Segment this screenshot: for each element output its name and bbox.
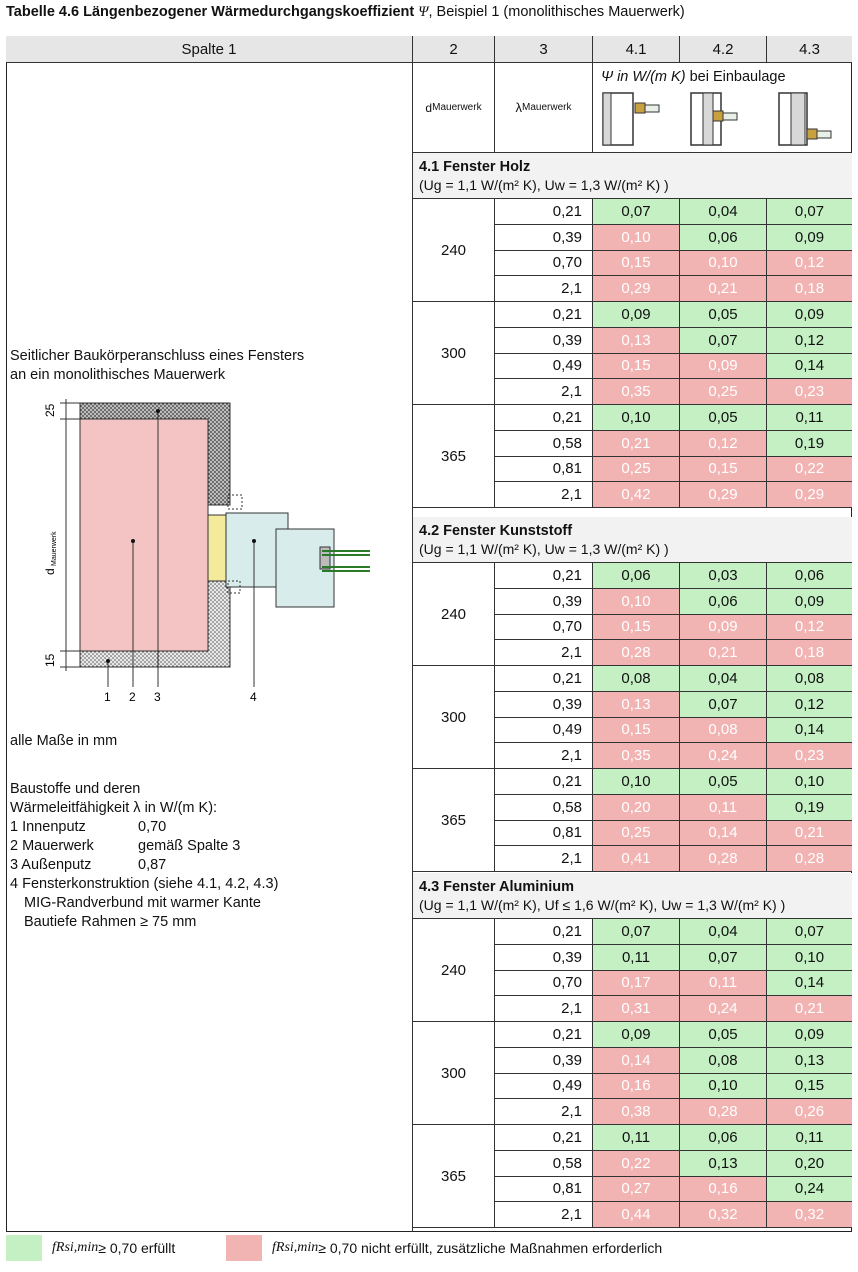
psi-value-cell: 0,08: [680, 1048, 767, 1074]
lambda-cell: 0,39: [495, 589, 593, 615]
title-symbol: Ψ: [418, 4, 429, 20]
table-title: [6, 4, 685, 21]
psi-label: [601, 69, 786, 85]
section-header: [413, 517, 852, 563]
material-2: [10, 837, 278, 856]
d-cell: 300: [413, 666, 495, 769]
psi-value-cell: 0,28: [593, 640, 680, 666]
caption-line-2: an ein monolithisches Mauerwerk: [10, 367, 226, 383]
subheader-lambda-sub: Mauerwerk: [522, 102, 572, 113]
material-1-val: 0,70: [138, 819, 167, 835]
subheader-psi: [593, 63, 852, 153]
psi-value-cell: 0,09: [680, 615, 767, 641]
d-cell: 365: [413, 1125, 495, 1228]
psi-value-cell: 0,08: [593, 666, 680, 692]
psi-value-cell: 0,13: [593, 328, 680, 354]
psi-value-cell: 0,09: [767, 302, 852, 328]
psi-value-cell: 0,07: [680, 328, 767, 354]
psi-value-cell: 0,14: [767, 971, 852, 997]
psi-value-cell: 0,13: [680, 1151, 767, 1177]
section-title: 4.1 Fenster Holz: [419, 159, 531, 175]
lambda-cell: 0,49: [495, 718, 593, 744]
section-subtitle: (Ug = 1,1 W/(m² K), Uw = 1,3 W/(m² K) ): [419, 177, 669, 193]
psi-value-cell: 0,18: [767, 640, 852, 666]
psi-value-cell: 0,11: [593, 1125, 680, 1151]
section-subtitle: (Ug = 1,1 W/(m² K), Uf ≤ 1,6 W/(m² K), Uw = 1,3 W/(m² K) ): [419, 897, 786, 913]
psi-value-cell: 0,04: [680, 199, 767, 225]
dim-top: 25: [43, 403, 57, 417]
lambda-cell: 0,21: [495, 563, 593, 589]
d-cell: 240: [413, 919, 495, 1022]
psi-value-cell: 0,25: [680, 379, 767, 405]
lambda-cell: 0,21: [495, 666, 593, 692]
psi-value-cell: 0,10: [680, 1074, 767, 1100]
lambda-cell: 0,39: [495, 692, 593, 718]
psi-value-cell: 0,29: [767, 482, 852, 508]
psi-value-cell: 0,25: [593, 457, 680, 483]
psi-value-cell: 0,04: [680, 919, 767, 945]
lambda-cell: 2,1: [495, 482, 593, 508]
psi-value-cell: 0,07: [680, 945, 767, 971]
legend-bad: [226, 1234, 662, 1262]
psi-value-cell: 0,28: [680, 846, 767, 872]
title-prefix: Tabelle 4.6 Längenbezogener Wärmedurchgangskoeffizient: [6, 4, 419, 20]
psi-value-cell: 0,10: [593, 405, 680, 431]
material-4-line-2: MIG-Randverbund mit warmer Kante: [24, 895, 261, 911]
psi-value-cell: 0,28: [767, 846, 852, 872]
psi-value-cell: 0,12: [767, 615, 852, 641]
psi-value-cell: 0,14: [767, 354, 852, 380]
dim-label-sub: Mauerwerk: [51, 531, 58, 566]
psi-value-cell: 0,12: [767, 328, 852, 354]
lambda-cell: 2,1: [495, 379, 593, 405]
psi-value-cell: 0,24: [680, 996, 767, 1022]
psi-value-cell: 0,08: [680, 718, 767, 744]
lambda-cell: 2,1: [495, 996, 593, 1022]
psi-value-cell: 0,22: [593, 1151, 680, 1177]
subheader-d-symbol: d: [425, 100, 433, 115]
lambda-cell: 0,70: [495, 615, 593, 641]
psi-value-cell: 0,42: [593, 482, 680, 508]
psi-label-rest: bei Einbaulage: [685, 69, 786, 85]
psi-value-cell: 0,29: [680, 482, 767, 508]
psi-value-cell: 0,23: [767, 743, 852, 769]
psi-value-cell: 0,14: [593, 1048, 680, 1074]
psi-value-cell: 0,19: [767, 795, 852, 821]
lambda-cell: 0,70: [495, 251, 593, 277]
psi-value-cell: 0,13: [767, 1048, 852, 1074]
psi-value-cell: 0,21: [593, 431, 680, 457]
material-3-name: 3 Außenputz: [10, 857, 92, 873]
legend-bad-swatch: [226, 1235, 262, 1261]
psi-value-cell: 0,15: [767, 1074, 852, 1100]
psi-value-cell: 0,05: [680, 302, 767, 328]
lambda-cell: 2,1: [495, 276, 593, 302]
psi-value-cell: 0,24: [767, 1177, 852, 1203]
psi-value-cell: 0,15: [593, 615, 680, 641]
psi-value-cell: 0,06: [680, 589, 767, 615]
psi-value-cell: 0,20: [767, 1151, 852, 1177]
psi-value-cell: 0,05: [680, 405, 767, 431]
d-cell: 300: [413, 302, 495, 405]
lambda-cell: 0,58: [495, 431, 593, 457]
psi-value-cell: 0,20: [593, 795, 680, 821]
d-cell: 365: [413, 405, 495, 508]
material-4-line-3: Bautiefe Rahmen ≥ 75 mm: [24, 914, 197, 930]
lambda-cell: 0,39: [495, 225, 593, 251]
einbaulage-icon-41: [603, 93, 659, 145]
psi-value-cell: 0,07: [593, 199, 680, 225]
psi-value-cell: 0,11: [767, 405, 852, 431]
section-title: 4.2 Fenster Kunststoff: [419, 523, 573, 539]
material-3: [10, 856, 278, 875]
dim-label: d: [43, 568, 57, 575]
lambda-cell: 2,1: [495, 1099, 593, 1125]
psi-value-cell: 0,32: [767, 1202, 852, 1228]
materials-title-2: Wärmeleitfähigkeit λ in W/(m K):: [10, 800, 218, 816]
psi-value-cell: 0,44: [593, 1202, 680, 1228]
legend-bad-symbol: fRsi,min: [272, 1240, 319, 1255]
psi-value-cell: 0,09: [680, 354, 767, 380]
psi-value-cell: 0,21: [680, 640, 767, 666]
marker-1: 1: [104, 690, 111, 704]
psi-value-cell: 0,31: [593, 996, 680, 1022]
lambda-cell: 0,58: [495, 795, 593, 821]
psi-value-cell: 0,21: [767, 996, 852, 1022]
subheader-lambda-symbol: λ: [515, 100, 523, 115]
units-note: alle Maße in mm: [10, 733, 118, 749]
mauerwerk-shape: [80, 419, 208, 651]
caption-line-1: Seitlicher Baukörperanschluss eines Fensters: [10, 348, 305, 364]
psi-label-italic: Ψ in W/(m K): [601, 69, 686, 85]
material-4-line-1: 4 Fensterkonstruktion (siehe 4.1, 4.2, 4.3): [10, 876, 279, 892]
psi-value-cell: 0,09: [593, 302, 680, 328]
lambda-cell: 0,81: [495, 821, 593, 847]
lambda-cell: 0,58: [495, 1151, 593, 1177]
psi-value-cell: 0,26: [767, 1099, 852, 1125]
psi-value-cell: 0,07: [767, 199, 852, 225]
psi-value-cell: 0,11: [680, 971, 767, 997]
psi-value-cell: 0,05: [680, 1022, 767, 1048]
psi-value-cell: 0,09: [767, 1022, 852, 1048]
col-header-41: 4.1: [593, 36, 680, 63]
legend-ok-text: ≥ 0,70 erfüllt: [98, 1240, 176, 1256]
psi-value-cell: 0,10: [767, 945, 852, 971]
lambda-cell: 0,21: [495, 1022, 593, 1048]
psi-value-cell: 0,25: [593, 821, 680, 847]
psi-value-cell: 0,24: [680, 743, 767, 769]
psi-value-cell: 0,16: [680, 1177, 767, 1203]
psi-value-cell: 0,35: [593, 379, 680, 405]
psi-value-cell: 0,14: [767, 718, 852, 744]
legend-ok-symbol: fRsi,min: [52, 1240, 99, 1255]
psi-value-cell: 0,09: [767, 589, 852, 615]
psi-value-cell: 0,12: [767, 692, 852, 718]
material-3-val: 0,87: [138, 857, 167, 873]
psi-value-cell: 0,15: [680, 457, 767, 483]
lambda-cell: 0,21: [495, 302, 593, 328]
subheader-d: [413, 63, 495, 153]
col-header-1: Spalte 1: [6, 36, 413, 63]
left-caption: [10, 347, 304, 385]
title-suffix: , Beispiel 1 (monolithisches Mauerwerk): [428, 4, 685, 20]
psi-value-cell: 0,22: [767, 457, 852, 483]
psi-value-cell: 0,06: [680, 225, 767, 251]
lambda-cell: 0,21: [495, 199, 593, 225]
psi-value-cell: 0,15: [593, 354, 680, 380]
psi-value-cell: 0,07: [767, 919, 852, 945]
lambda-cell: 0,39: [495, 1048, 593, 1074]
section-drawing: [30, 395, 370, 715]
section-header: [413, 873, 852, 919]
psi-value-cell: 0,06: [680, 1125, 767, 1151]
psi-value-cell: 0,10: [680, 251, 767, 277]
psi-value-cell: 0,10: [593, 589, 680, 615]
psi-value-cell: 0,10: [767, 769, 852, 795]
legend-ok: [6, 1234, 175, 1262]
psi-value-cell: 0,11: [767, 1125, 852, 1151]
psi-value-cell: 0,11: [593, 945, 680, 971]
material-2-val: gemäß Spalte 3: [138, 838, 241, 854]
marker-4: 4: [250, 690, 257, 704]
psi-value-cell: 0,06: [593, 563, 680, 589]
psi-value-cell: 0,17: [593, 971, 680, 997]
material-1-name: 1 Innenputz: [10, 819, 86, 835]
marker-3: 3: [154, 690, 161, 704]
psi-value-cell: 0,10: [593, 769, 680, 795]
lambda-cell: 0,81: [495, 457, 593, 483]
subheader-d-sub: Mauerwerk: [432, 102, 482, 113]
psi-value-cell: 0,08: [767, 666, 852, 692]
d-cell: 365: [413, 769, 495, 872]
d-cell: 240: [413, 199, 495, 302]
psi-value-cell: 0,04: [680, 666, 767, 692]
psi-value-cell: 0,41: [593, 846, 680, 872]
col-header-43: 4.3: [767, 36, 852, 63]
lambda-cell: 0,21: [495, 405, 593, 431]
material-2-name: 2 Mauerwerk: [10, 838, 94, 854]
lambda-cell: 2,1: [495, 1202, 593, 1228]
fugen-shape: [208, 515, 226, 581]
psi-value-cell: 0,23: [767, 379, 852, 405]
psi-value-cell: 0,38: [593, 1099, 680, 1125]
psi-value-cell: 0,21: [680, 276, 767, 302]
psi-value-cell: 0,07: [680, 692, 767, 718]
section-title: 4.3 Fenster Aluminium: [419, 879, 574, 895]
lambda-cell: 2,1: [495, 640, 593, 666]
psi-value-cell: 0,09: [593, 1022, 680, 1048]
psi-value-cell: 0,21: [767, 821, 852, 847]
psi-value-cell: 0,32: [680, 1202, 767, 1228]
subheader-lambda: [495, 63, 593, 153]
psi-value-cell: 0,14: [680, 821, 767, 847]
col-header-42: 4.2: [680, 36, 767, 63]
psi-value-cell: 0,11: [680, 795, 767, 821]
psi-value-cell: 0,35: [593, 743, 680, 769]
psi-value-cell: 0,15: [593, 251, 680, 277]
dim-bottom: 15: [43, 653, 57, 667]
section-subtitle: (Ug = 1,1 W/(m² K), Uw = 1,3 W/(m² K) ): [419, 541, 669, 557]
materials-title-1: Baustoffe und deren: [10, 781, 141, 797]
lambda-cell: 2,1: [495, 743, 593, 769]
psi-value-cell: 0,13: [593, 692, 680, 718]
psi-value-cell: 0,09: [767, 225, 852, 251]
marker-2: 2: [129, 690, 136, 704]
lambda-cell: 0,39: [495, 945, 593, 971]
psi-value-cell: 0,10: [593, 225, 680, 251]
psi-value-cell: 0,15: [593, 718, 680, 744]
d-cell: 240: [413, 563, 495, 666]
materials-block: [10, 780, 278, 932]
psi-value-cell: 0,06: [767, 563, 852, 589]
psi-value-cell: 0,29: [593, 276, 680, 302]
legend-ok-swatch: [6, 1235, 42, 1261]
psi-value-cell: 0,07: [593, 919, 680, 945]
psi-value-cell: 0,12: [767, 251, 852, 277]
col-header-3: 3: [495, 36, 593, 63]
col-header-2: 2: [413, 36, 495, 63]
psi-value-cell: 0,03: [680, 563, 767, 589]
psi-value-cell: 0,28: [680, 1099, 767, 1125]
psi-value-cell: 0,16: [593, 1074, 680, 1100]
material-1: [10, 818, 278, 837]
lambda-cell: 0,21: [495, 919, 593, 945]
section-header: [413, 153, 852, 199]
psi-value-cell: 0,18: [767, 276, 852, 302]
lambda-cell: 0,49: [495, 1074, 593, 1100]
lambda-cell: 2,1: [495, 846, 593, 872]
lambda-cell: 0,49: [495, 354, 593, 380]
psi-value-cell: 0,19: [767, 431, 852, 457]
psi-value-cell: 0,05: [680, 769, 767, 795]
d-cell: 300: [413, 1022, 495, 1125]
einbaulage-icon-42: [691, 93, 737, 145]
einbaulage-icon-43: [779, 93, 831, 145]
lambda-cell: 0,21: [495, 1125, 593, 1151]
lambda-cell: 0,70: [495, 971, 593, 997]
einbaulage-icons: [593, 89, 852, 151]
lambda-cell: 0,39: [495, 328, 593, 354]
psi-value-cell: 0,12: [680, 431, 767, 457]
legend-bad-text: ≥ 0,70 nicht erfüllt, zusätzliche Maßnahmen erforderlich: [318, 1240, 663, 1256]
lambda-cell: 0,81: [495, 1177, 593, 1203]
lambda-cell: 0,21: [495, 769, 593, 795]
psi-value-cell: 0,27: [593, 1177, 680, 1203]
